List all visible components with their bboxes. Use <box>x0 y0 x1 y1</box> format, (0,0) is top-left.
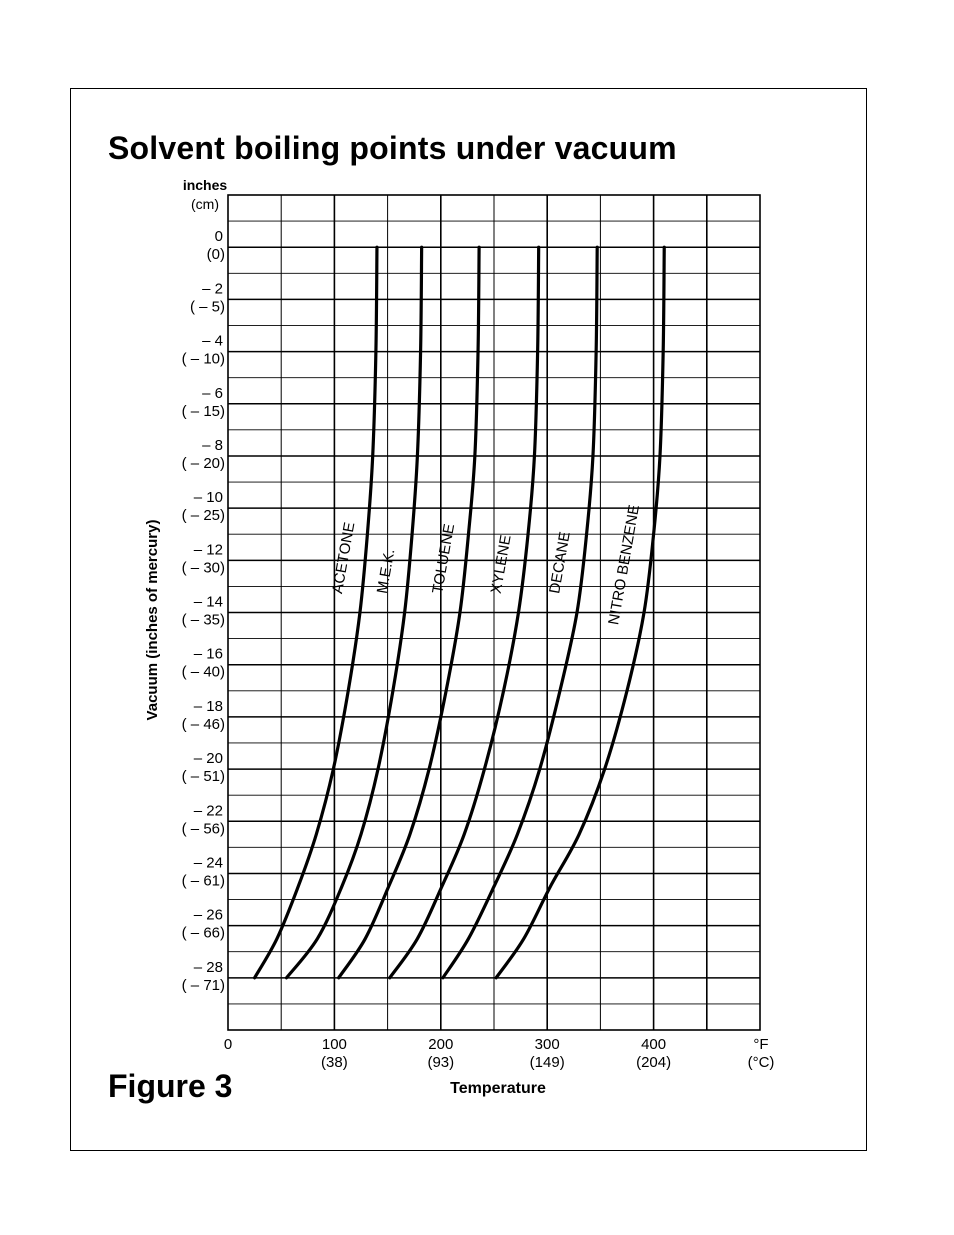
y-tick-label-alt: ( – 25) <box>181 507 225 525</box>
x-tick-label: 100 <box>321 1036 347 1053</box>
y-tick-label: – 12 <box>193 541 223 559</box>
x-tick-label-alt: (149) <box>529 1054 565 1071</box>
y-tick-label-alt: (0) <box>206 246 225 264</box>
y-tick-label-alt: ( – 71) <box>181 976 225 994</box>
y-tick-label-alt: ( – 40) <box>181 663 225 681</box>
x-tick-label: 200 <box>428 1036 454 1053</box>
y-unit-label-alt: (cm) <box>191 196 219 212</box>
y-tick-label: – 24 <box>193 854 223 872</box>
y-tick-label-alt: ( – 10) <box>181 350 225 368</box>
y-tick-label: – 10 <box>193 489 223 507</box>
x-tick-label-alt: (93) <box>427 1054 455 1071</box>
y-tick-label: – 18 <box>193 697 223 715</box>
y-tick-label: – 26 <box>193 906 223 924</box>
y-tick-label-alt: ( – 56) <box>181 820 225 838</box>
x-tick-label: 400 <box>641 1036 667 1053</box>
y-tick-label-alt: ( – 61) <box>181 872 225 890</box>
x-tick-label: 300 <box>534 1036 560 1053</box>
series-label: M.E.K. <box>373 547 399 595</box>
y-tick-label-alt: ( – 66) <box>181 924 225 942</box>
y-tick-label: – 4 <box>202 332 223 350</box>
y-tick-label-alt: ( – 20) <box>181 454 225 472</box>
y-tick-label-alt: ( – 46) <box>181 715 225 733</box>
x-unit-label-alt: (°C) <box>747 1054 775 1071</box>
tick-labels <box>182 228 671 1071</box>
x-unit-label: °F <box>753 1036 769 1053</box>
y-tick-label-alt: ( – 5) <box>189 298 225 316</box>
series-label: NITRO BENZENE <box>605 503 644 627</box>
y-tick-label-alt: ( – 35) <box>181 611 225 629</box>
y-tick-label: – 14 <box>193 593 223 611</box>
y-tick-label-alt: ( – 51) <box>181 768 225 786</box>
y-unit-label: inches <box>182 177 228 193</box>
y-tick-label: – 28 <box>193 958 223 976</box>
x-tick-label-alt: (204) <box>636 1054 672 1071</box>
y-axis-label: Vacuum (inches of mercury) <box>144 519 161 721</box>
y-tick-label: – 6 <box>202 384 223 402</box>
y-tick-label: – 16 <box>193 645 223 663</box>
y-tick-label-alt: ( – 15) <box>181 402 225 420</box>
series-label: ACETONE <box>329 520 359 595</box>
chart-title: Solvent boiling points under vacuum <box>108 130 677 166</box>
grid <box>228 195 760 1030</box>
series-label: TOLUENE <box>429 522 459 595</box>
x-tick-label-alt: (38) <box>321 1054 348 1071</box>
series-label: DECANE <box>546 530 574 595</box>
y-tick-label: – 8 <box>202 436 223 454</box>
series-label: XYLENE <box>487 533 515 595</box>
x-tick-label: 0 <box>223 1036 233 1053</box>
x-axis-label: Temperature <box>450 1080 546 1097</box>
y-tick-label: 0 <box>214 228 223 246</box>
y-tick-label: – 2 <box>202 280 223 298</box>
y-tick-label: – 20 <box>193 750 223 768</box>
figure-label: Figure 3 <box>108 1068 233 1104</box>
y-tick-label: – 22 <box>193 802 223 820</box>
y-tick-label-alt: ( – 30) <box>181 559 225 577</box>
